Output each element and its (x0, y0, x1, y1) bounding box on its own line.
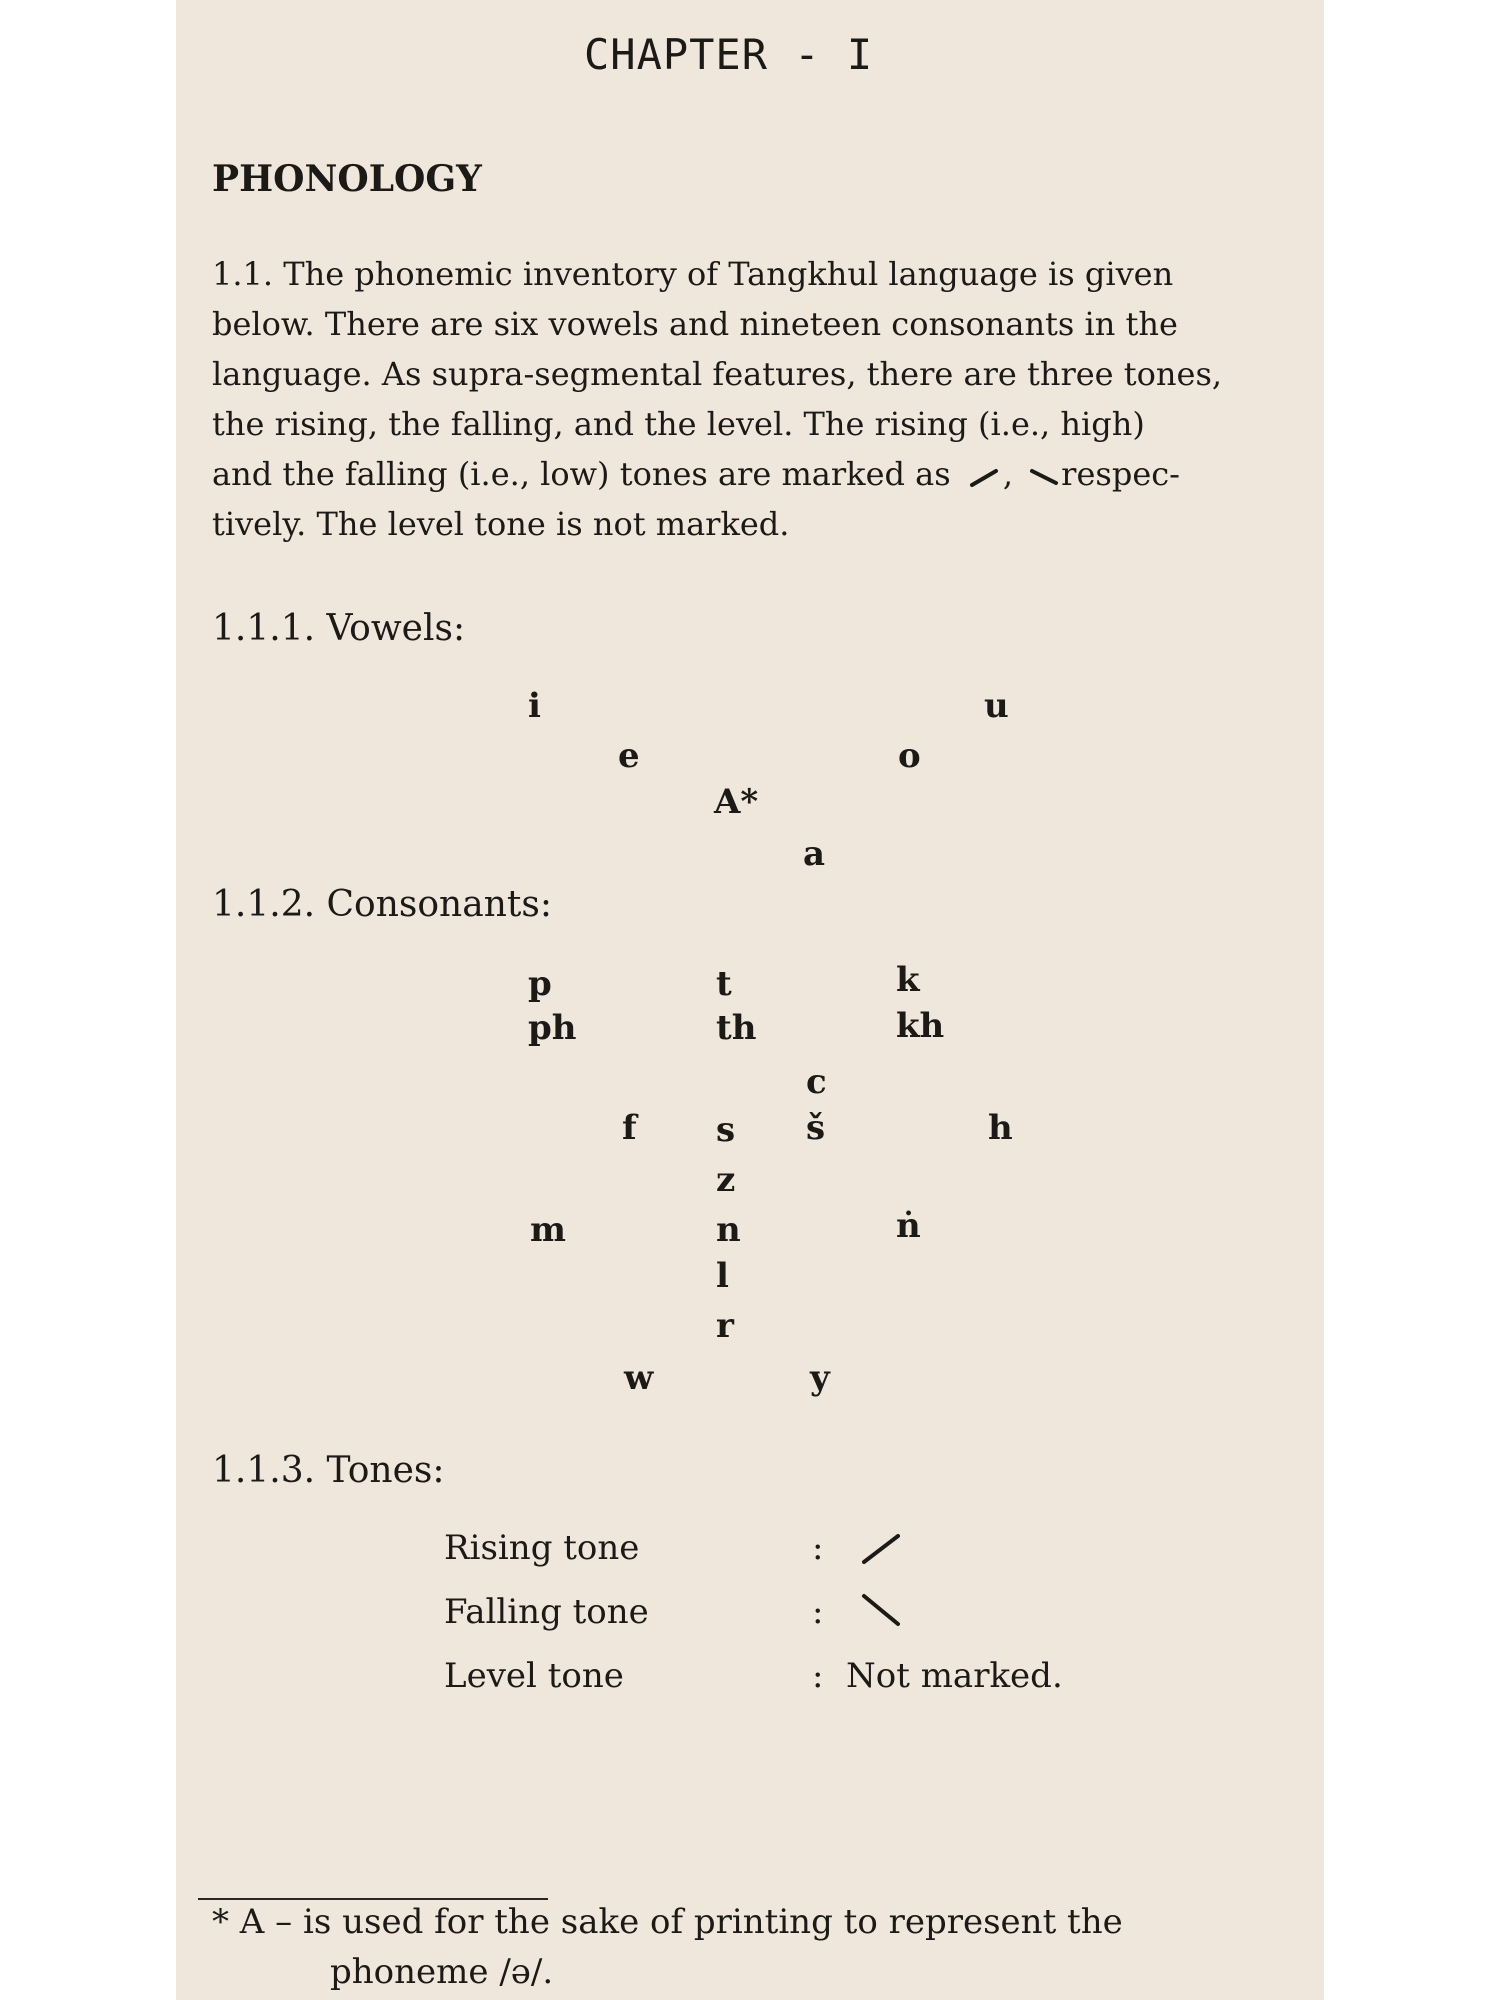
vowel-o: o (898, 736, 921, 776)
tone-label-level: Level tone (444, 1656, 624, 1696)
vowels-heading: 1.1.1. Vowels: (212, 608, 466, 649)
footnote-line: * A – is used for the sake of printing to represent the (212, 1902, 1123, 1942)
tone-label-falling: Falling tone (444, 1592, 649, 1632)
consonant-y: y (810, 1358, 830, 1398)
intro-line-part: respec- (1061, 455, 1180, 493)
footnote-divider (198, 1898, 548, 1900)
chapter-title: CHAPTER - I (584, 30, 874, 79)
section-heading: PHONOLOGY (212, 158, 482, 200)
vowel-schwa: A* (714, 782, 759, 822)
vowel-u: u (984, 686, 1009, 726)
intro-line: tively. The level tone is not marked. (212, 505, 790, 543)
consonant-h: h (988, 1108, 1013, 1148)
vowel-e: e (618, 736, 640, 776)
tone-value-level: Not marked. (846, 1656, 1063, 1696)
tone-colon: : (812, 1528, 824, 1568)
consonant-ng: ṅ (896, 1206, 921, 1246)
consonant-w: w (624, 1358, 654, 1398)
intro-line: 1.1. The phonemic inventory of Tangkhul language is given (212, 255, 1174, 293)
rising-tone-mark (969, 466, 999, 488)
tones-heading: 1.1.3. Tones: (212, 1450, 445, 1491)
consonant-k: k (896, 960, 920, 1000)
book-page (176, 0, 1324, 2000)
falling-tone-mark (1029, 466, 1059, 488)
intro-line-tones: and the falling (i.e., low) tones are marked as , respec- (212, 455, 1180, 493)
rising-tone-icon (860, 1530, 902, 1566)
intro-line: below. There are six vowels and nineteen consonants in the (212, 305, 1178, 343)
consonant-th: th (716, 1008, 757, 1048)
tone-colon: : (812, 1656, 824, 1696)
vowel-a: a (803, 834, 826, 874)
consonant-t: t (716, 964, 732, 1004)
consonant-z: z (716, 1160, 736, 1200)
intro-line-part: and the falling (i.e., low) tones are marked as (212, 455, 951, 493)
consonant-sh: š (806, 1108, 826, 1148)
consonant-ph: ph (528, 1008, 577, 1048)
consonant-n: n (716, 1210, 741, 1250)
tone-colon: : (812, 1592, 824, 1632)
consonant-p: p (528, 964, 552, 1004)
consonant-l: l (716, 1256, 729, 1296)
consonant-r: r (716, 1306, 734, 1346)
intro-line: language. As supra-segmental features, there are three tones, (212, 355, 1223, 393)
consonant-kh: kh (896, 1006, 945, 1046)
consonant-m: m (530, 1210, 566, 1250)
footnote-line: phoneme /ə/. (330, 1952, 554, 1992)
consonant-s: s (716, 1110, 736, 1150)
consonant-c: c (806, 1062, 827, 1102)
consonants-heading: 1.1.2. Consonants: (212, 884, 552, 925)
falling-tone-icon (860, 1592, 902, 1628)
intro-line: the rising, the falling, and the level. The rising (i.e., high) (212, 405, 1145, 443)
vowel-i: i (528, 686, 541, 726)
consonant-f: f (622, 1108, 637, 1148)
tone-label-rising: Rising tone (444, 1528, 640, 1568)
